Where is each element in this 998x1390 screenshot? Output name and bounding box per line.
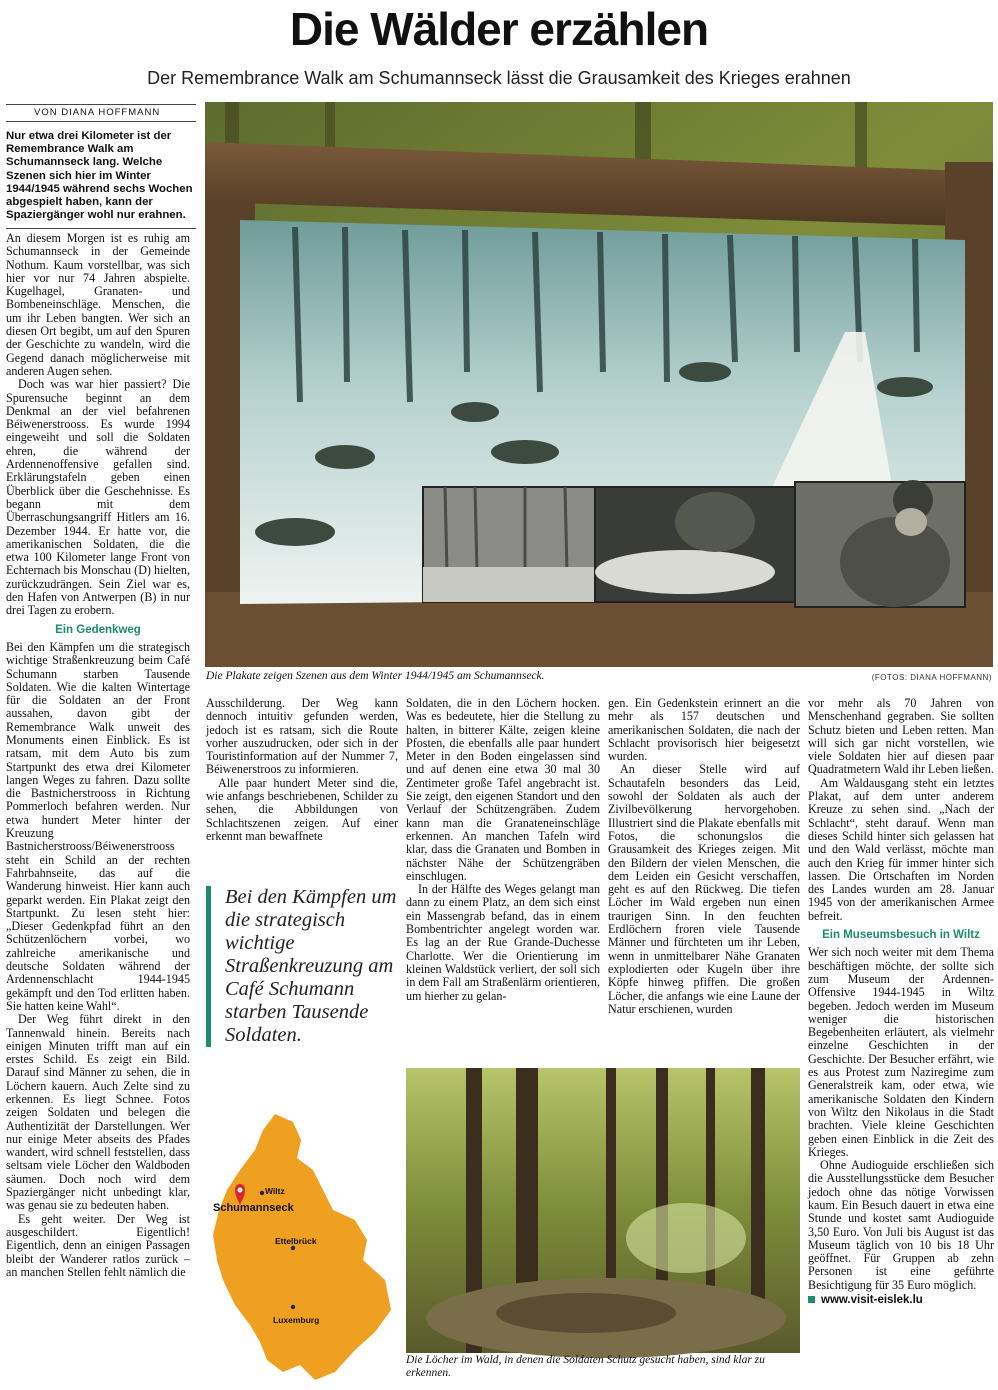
paragraph: Es geht weiter. Der Weg ist ausgeschildert. Eigentlich! Eigentlich, denn an einigen Passagen bleibt der Wanderer ratlos zurück – an manchen Stellen fehlt nämlich die [6, 1211, 190, 1279]
map-label-wiltz: Wiltz [265, 1186, 285, 1196]
paragraph: Soldaten, die in den Löchern hocken. Was es bedeutete, hier die Stellung zu halten, in bitterer Kälte, zeigen kleine Pfosten, die ebenfalls alle paar hundert Meter in den Boden eingelassen sind und auf denen eine etwa 30 mal 30 Zentimeter große Tafel angebracht ist. Sie zeigt, den eigenen Standort und den Verlauf der Schützengräben. Zudem kann man die Granateneinschläge erkennen. An manchen Tafeln wird klar, dass die Granaten und Bomben in nächster Nähe der Schützengräben einschlugen. [406, 696, 600, 883]
photo-credit: (FOTOS: DIANA HOFFMANN) [871, 673, 992, 682]
caption-bottom: Die Löcher im Wald, in denen die Soldaten Schutz gesucht haben, sind klar zu erkennen. [406, 1354, 765, 1379]
subheadline: Der Remembrance Walk am Schumannseck lässt die Grausamkeit des Krieges erahnen [147, 68, 851, 88]
map-label-schumannseck: Schumannseck [213, 1202, 294, 1214]
paragraph: gen. Ein Gedenkstein erinnert an die mehr als 157 deutschen und amerikanischen Soldaten, die nach der Schlacht provisorisch hier beigesetzt wurden. [608, 696, 800, 764]
plaque-photo-image [205, 102, 993, 667]
subtitle-museum: Ein Museumsbesuch in Wiltz [822, 929, 980, 942]
luxembourg-map [205, 1110, 400, 1385]
forest-image [406, 1068, 800, 1353]
paragraph: Doch was war hier passiert? Die Spurensuche beginnt an dem Denkmal an der viel befahrenen Béiwenerstrooss. Es wurde 1994 eingeweiht und soll die Soldaten ehren, die während der Ardennenoffensive gefallen sind. Erklärungstafeln geben einen Überblick über die Geschehnisse. Es begann mit dem Überraschungsangriff Hitlers am 16. Dezember 1944. Er hatte vor, die amerikanischen Soldaten, die die etwa 100 Kilometer lange Front von Echternach bis Monschau (D) hielten, zurückzudrängen. Sein Ziel war es, den Hafen von Antwerpen (B) in nur drei Tagen zu erobern. [6, 377, 190, 618]
paragraph: An diesem Morgen ist es ruhig am Schumannseck in der Gemeinde Nothum. Kaum vorstellbar, was sich hier vor nur 74 Jahren abspielte. Kugelhagel, Granaten- und Bombeneinschläge. Menschen, die um ihr Leben bangten. Wer sich an diesen Ort begibt, um auf den Spuren der Geschichte zu wandeln, wird die Gegend danach möglicherweise mit anderen Augen sehen. [6, 231, 190, 378]
lead-paragraph: Nur etwa drei Kilometer ist der Remembrance Walk am Schumannseck lang. Welche Szenen sich hier im Winter 1944/1945 während sechs Wochen abgespielt haben, kann der Spaziergänger wohl nur erahnen. [6, 130, 196, 229]
paragraph: Am Waldausgang steht ein letztes Plakat, auf dem unter anderem Kreuze zu sehen sind. „Nach der Schlacht“, steht darauf. Wenn man dieses Schild hinter sich gelassen hat und den Wald verlässt, möchte man auch den Krieg für immer hinter sich lassen. Die Ortschaften im Norden des Landes wurden am 28. Januar 1945 von der amerikanischen Armee befreit. [808, 775, 994, 923]
pull-quote: Bei den Kämpfen um die strategisch wichtige Straßenkreuzung am Café Schumann starben Tausende Soldaten. [206, 886, 417, 1047]
paragraph: Alle paar hundert Meter sind die, wie anfangs beschriebenen, Schilder zu sehen, die Abbildungen von Schlachtszenen zeigen. Auf einer erkennt man bewaffnete [206, 775, 398, 843]
map-icon [205, 1110, 400, 1385]
byline: VON DIANA HOFFMANN [6, 104, 196, 122]
paragraph: vor mehr als 70 Jahren von Menschenhand gegraben. Sie sollten Schutz bieten und Leben retten. Man will sich gar nicht vorstellen, wie viele Soldaten hier auf diesen paar Quadratmetern Wald ihr Leben ließen. [808, 696, 994, 777]
headline: Die Wälder erzählen [289, 3, 709, 55]
article-column-2 [206, 697, 398, 843]
article-column-1 [6, 231, 190, 1279]
paragraph: Ausschilderung. Der Weg kann dennoch intuitiv gefunden werden, jedoch ist es ratsam, sich die Route vorher auszudrucken, oder sich in der Touristinformation auf der Nummer 7, Béiwenerstroos zu informieren. [206, 696, 398, 777]
paragraph: Ohne Audioguide erschließen sich die Ausstellungsstücke dem Besucher jedoch ohne das nötige Vorwissen kaum. Ein Besuch dauert in etwa eine Stunde und kostet samt Audioguide 3,50 Euro. Von Juli bis August ist das Museum täglich von 10 bis 18 Uhr geöffnet. Für Gruppen ab zehn Personen ist eine geführte Besichtigung für 35 Euro möglich. [808, 1158, 994, 1292]
paragraph: An dieser Stelle wird auf Schautafeln besonders das Leid, sowohl der Soldaten als auch der Zivilbevölkerung hervorgehoben. Illustriert sind die Plakate ebenfalls mit Fotos, die schonungslos die Grausamkeit des Krieges zeigen. Mit den Bildern der vielen Menschen, die dem Leiden ein Gesicht verschaffen, geht es auf den Rückweg. Die tiefen Löcher im Wald ergeben nun einen traurigen Sinn. In den feuchten Erdlöchern froren viele Tausende Männer und fürchteten um ihr Leben, wenn in unmittelbarer Nähe Granaten explodierten oder Kugeln über ihre Köpfe hinweg pfiffen. Die großen Löcher, die anfangs wie eine Laune der Natur erschienen, wurden [608, 762, 800, 1016]
article-column-3 [406, 697, 600, 1003]
article-column-5 [808, 697, 994, 1307]
paragraph: In der Hälfte des Weges gelangt man dann zu einem Platz, an dem sich einst ein Massengrab befand, das in einem Bombentrichter angelegt worden war. Es lag an der Rue Grande-Duchesse Charlotte. Wer die Orientierung im kleinen Waldstück verliert, der soll sich in dem Fall am Straßenlärm orientieren, um hierher zu gelan- [406, 882, 600, 1003]
website-link[interactable]: www.visit-eislek.lu [808, 1294, 994, 1307]
map-label-luxemburg: Luxemburg [273, 1315, 320, 1325]
top-photo [205, 102, 993, 667]
subtitle-gedenkweg: Ein Gedenkweg [55, 623, 141, 636]
map-label-ettelbrueck: Ettelbrück [275, 1236, 317, 1246]
article-column-4 [608, 697, 800, 1016]
paragraph: Wer sich noch weiter mit dem Thema beschäftigen möchte, der sollte sich zum Museum der Ardennen-Offensive 1944-1945 in Wiltz begeben. Jedoch werden im Museum weniger die historischen Begebenheiten erläutert, als vielmehr einzelne Geschichten in der Geschichte. Der Besucher erfährt, wie es aus Protest zum Naziregime zum Generalstreik kam, oder etwa, wie amerikanische Soldaten den Kindern von Wiltz den Nikolaus in die Stadt brachten. Viele kleine Geschichten geben einen Einblick in die Zeit des Krieges. [808, 945, 994, 1159]
paragraph: Der Weg führt direkt in den Tannenwald hinein. Bereits nach einigen Minuten trifft man auf ein erstes Schild. Es zeigt ein Bild. Darauf sind Männer zu sehen, die in Löchern kauern. Auch Zelte sind zu erkennen. Es liegt Schnee. Fotos zeigen Soldaten und belegen die Authentizität der Darstellungen. Wer nur einige Meter abseits des Pfades wandert, wird schnell feststellen, dass seltsam viele Löcher den Waldboden säumen. Doch noch wird dem Spaziergänger nicht unbedingt klar, was genau sie zu bedeuten haben. [6, 1012, 190, 1213]
caption-top: Die Plakate zeigen Szenen aus dem Winter 1944/1945 am Schumannseck. [206, 670, 545, 682]
forest-photo [406, 1068, 800, 1353]
paragraph: Bei den Kämpfen um die strategisch wichtige Straßenkreuzung beim Café Schumann starben Tausende Soldaten. Wie die kalten Wintertage für die Soldaten an der Front aussahen, davon gibt der Remembrance Walk unweit des Monuments einen Einblick. Es ist ratsam, mit dem Auto bis zum Startpunkt des etwa drei Kilometer langen Weges zu fahren. Dazu sollte die Bastnicherstrooss in Richtung Pommerloch befahren werden. Nur etwa hundert Meter hinter der Kreuzung Bastnicherstrooss/Béiwenerstrooss steht ein Schild an der rechten Fahrbahnseite, das auf die Wanderung hinweist. Hier kann auch geparkt werden. Ein Plakat zeigt den Startpunkt. Zu lesen steht hier: „Dieser Gedenkpfad führt an den Schützenlöchern vorbei, wo zahlreiche amerikanische und deutsche Soldaten während der Ardennenschlacht 1944-1945 gekämpft und den Tod erlitten haben. Sie hatten keine Wahl“. [6, 639, 190, 1013]
